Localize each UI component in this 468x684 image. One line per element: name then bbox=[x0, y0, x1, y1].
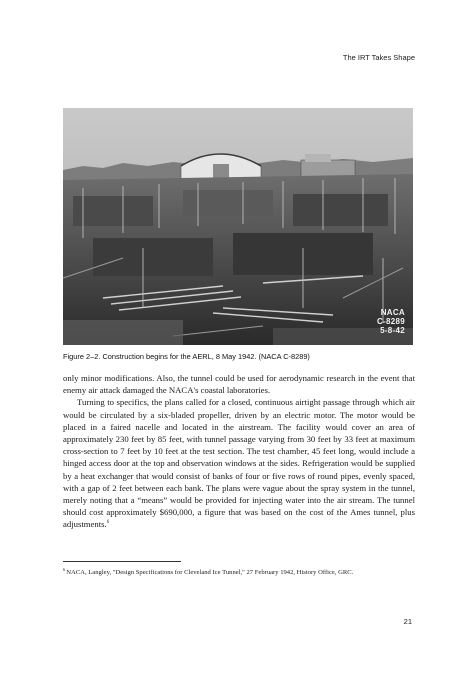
paragraph bbox=[63, 396, 415, 530]
footnote-number: 6 bbox=[63, 566, 66, 572]
footnote-divider bbox=[63, 561, 181, 562]
construction-photo-image bbox=[63, 108, 413, 345]
paragraph: only minor modifications. Also, the tunnel could be used for aerodynamic research in the event that enemy air attack damaged the NACA's coastal laboratories. bbox=[63, 373, 415, 396]
footnote-text: NACA, Langley, "Design Specifications for Cleveland Ice Tunnel," 27 February 1942, History Office, GRC. bbox=[66, 569, 354, 576]
paragraph-text: Turning to specifics, the plans called for a closed, continuous airtight passage through which air would be circulated by a six-bladed propeller, driven by an electric motor. The motor would be placed in a faired nacelle and located in the airstream. The facility would cover an area of approximately 230 feet by 85 feet, with tunnel passage varying from 30 feet by 33 feet at maximum cross-section to 7 feet by 10 feet at the test section. The test chamber, 45 feet long, would include a hinged access door at the top and observation windows at the sides. Refrigeration would be supplied by a heat exchanger that would consist of banks of four or five rows of round pipes, evenly spaced, with a gap of 2 feet between each bank. The plans were vague about the spray system in the tunnel, merely noting that a “means” would be provided for injecting water into the air stream. The tunnel should cost approximately $690,000, a figure that was based on the cost of the Ames tunnel, plus adjustments. bbox=[63, 397, 415, 530]
photo-stamp bbox=[365, 308, 405, 335]
photo-stamp-line: 5-8-42 bbox=[380, 326, 405, 335]
body-text bbox=[63, 372, 415, 531]
photo-stamp-line: C-8289 bbox=[376, 317, 405, 326]
construction-photo bbox=[63, 108, 413, 345]
page-number: 21 bbox=[403, 617, 412, 626]
running-head: The IRT Takes Shape bbox=[342, 53, 415, 62]
photo-stamp-line: NACA bbox=[380, 308, 405, 317]
footnote-reference[interactable]: 6 bbox=[106, 520, 110, 526]
footnote bbox=[63, 566, 415, 576]
figure-caption: Figure 2–2. Construction begins for the AERL, 8 May 1942. (NACA C-8289) bbox=[63, 352, 310, 361]
